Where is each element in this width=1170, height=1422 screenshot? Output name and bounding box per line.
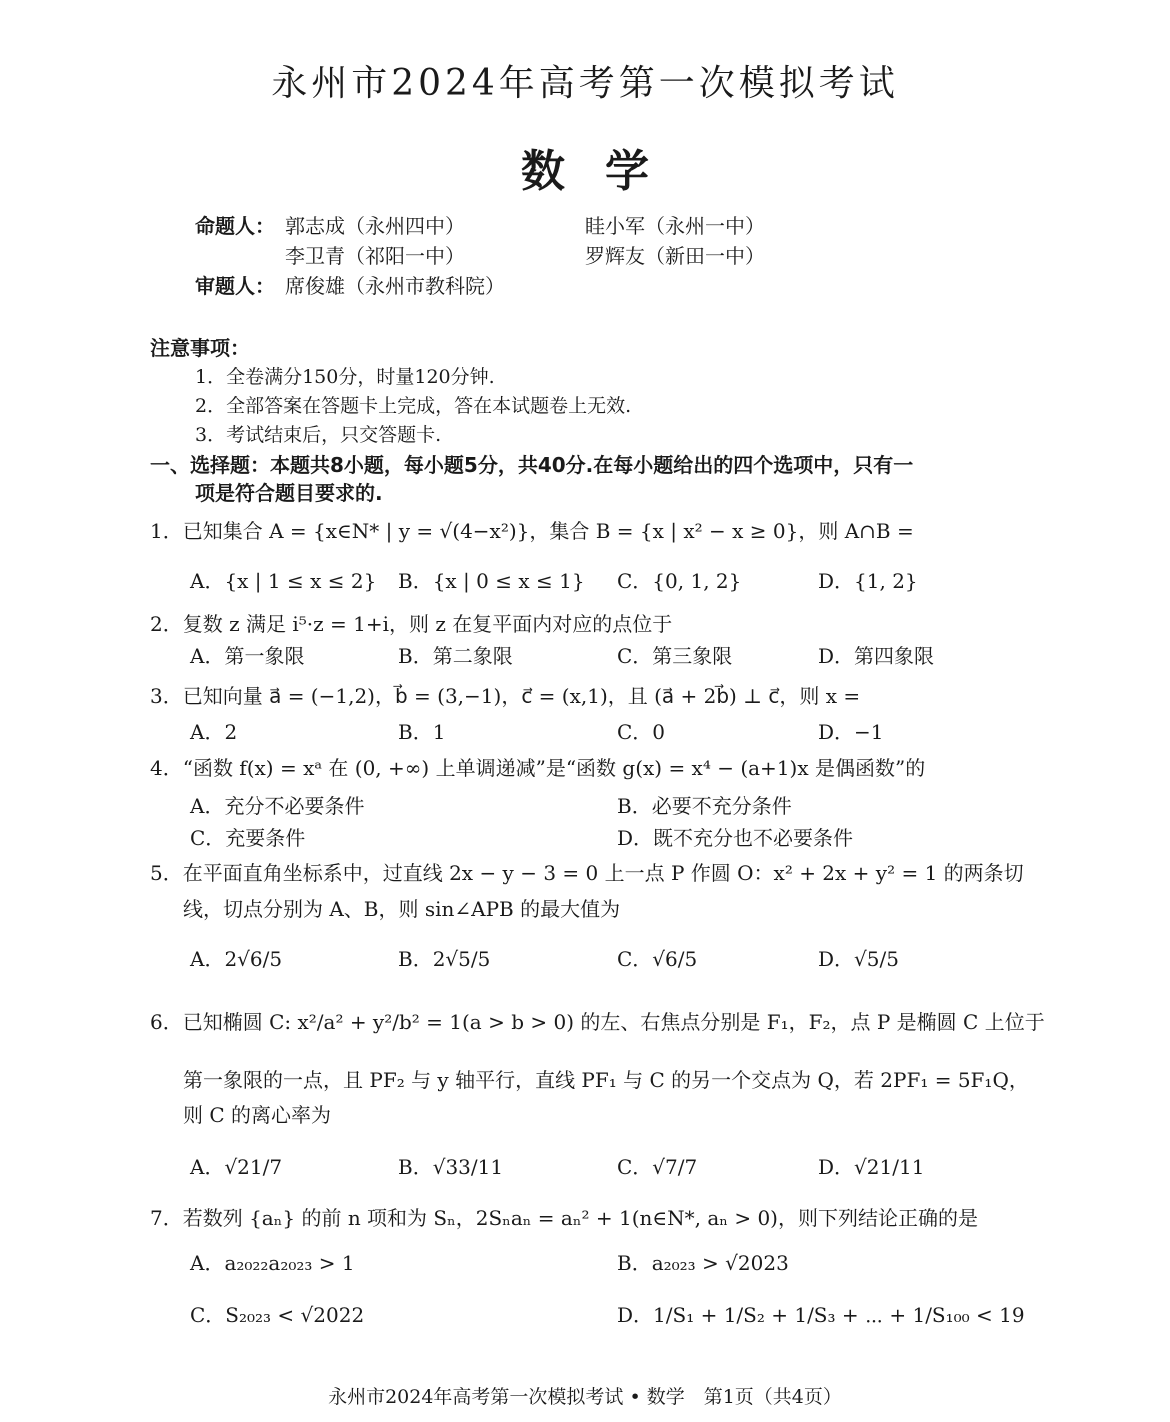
setter-3: 李卫青（祁阳一中）: [285, 244, 465, 268]
q2-option-b: B．第二象限: [398, 644, 513, 668]
subject-title: 数学: [521, 146, 689, 197]
question-3: 3．已知向量 a⃗ = (−1,2)，b⃗ = (3,−1)，c⃗ = (x,1)，且 (a⃗ + 2b⃗) ⊥ c⃗，则 x =: [150, 684, 861, 708]
q2-option-a: A．第一象限: [190, 644, 305, 668]
q1-option-a: A．{x | 1 ≤ x ≤ 2}: [190, 569, 377, 593]
q4-option-a: A．充分不必要条件: [190, 794, 365, 818]
q7-option-a: A．a₂₀₂₂a₂₀₂₃ > 1: [190, 1251, 355, 1275]
q5-option-b: B．2√5/5: [398, 947, 491, 971]
setter-label: 命题人：: [195, 214, 275, 238]
reviewer: 席俊雄（永州市教科院）: [285, 274, 505, 298]
setter-2: 眭小军（永州一中）: [585, 214, 765, 238]
setter-4: 罗辉友（新田一中）: [585, 244, 765, 268]
page-footer: 永州市2024年高考第一次模拟考试 • 数学 第1页（共4页）: [328, 1386, 842, 1408]
question-6: 6．已知椭圆 C: x²/a² + y²/b² = 1(a > b > 0) 的左、右焦点分别是 F₁，F₂，点 P 是椭圆 C 上位于: [150, 1010, 1045, 1034]
question-2: 2．复数 z 满足 i⁵·z = 1+i，则 z 在复平面内对应的点位于: [150, 612, 673, 636]
q5-option-c: C．√6/5: [617, 947, 698, 971]
q3-option-b: B．1: [398, 720, 446, 744]
q6-option-a: A．√21/7: [190, 1155, 283, 1179]
section-heading-cont: 项是符合题目要求的.: [195, 481, 383, 505]
question-1: 1．已知集合 A = {x∈N* | y = √(4−x²)}，集合 B = {x | x² − x ≥ 0}，则 A∩B =: [150, 519, 914, 543]
question-6-cont: 第一象限的一点，且 PF₂ 与 y 轴平行，直线 PF₁ 与 C 的另一个交点为 Q，若 2PF₁ = 5F₁Q，: [183, 1068, 1029, 1092]
notice-item: 3．考试结束后，只交答题卡.: [195, 424, 442, 446]
q4-option-d: D．既不充分也不必要条件: [617, 826, 854, 850]
question-5: 5．在平面直角坐标系中，过直线 2x − y − 3 = 0 上一点 P 作圆 O：x² + 2x + y² = 1 的两条切: [150, 861, 1024, 885]
q6-option-d: D．√21/11: [818, 1155, 925, 1179]
section-heading: 一、选择题：本题共8小题，每小题5分，共40分.在每小题给出的四个选项中，只有一: [150, 453, 914, 477]
q4-option-b: B．必要不充分条件: [617, 794, 792, 818]
question-4: 4．“函数 f(x) = xᵃ 在 (0, +∞) 上单调递减”是“函数 g(x) = x⁴ − (a+1)x 是偶函数”的: [150, 756, 926, 780]
q6-option-c: C．√7/7: [617, 1155, 698, 1179]
notice-heading: 注意事项：: [150, 336, 250, 360]
q2-option-d: D．第四象限: [818, 644, 935, 668]
question-7: 7．若数列 {aₙ} 的前 n 项和为 Sₙ，2Sₙaₙ = aₙ² + 1(n∈N*, aₙ > 0)，则下列结论正确的是: [150, 1206, 978, 1230]
q1-option-b: B．{x | 0 ≤ x ≤ 1}: [398, 569, 585, 593]
q3-option-c: C．0: [617, 720, 666, 744]
q4-option-c: C．充要条件: [190, 826, 306, 850]
q3-option-a: A．2: [190, 720, 238, 744]
q3-option-d: D．−1: [818, 720, 884, 744]
q6-option-b: B．√33/11: [398, 1155, 504, 1179]
setter-1: 郭志成（永州四中）: [285, 214, 465, 238]
notice-item: 2．全部答案在答题卡上完成，答在本试题卷上无效.: [195, 395, 632, 417]
question-6-cont2: 则 C 的离心率为: [183, 1103, 332, 1127]
q5-option-d: D．√5/5: [818, 947, 899, 971]
reviewer-label: 审题人：: [195, 274, 275, 298]
q5-option-a: A．2√6/5: [190, 947, 283, 971]
q1-option-d: D．{1, 2}: [818, 569, 918, 593]
q7-option-c: C．S₂₀₂₃ < √2022: [190, 1303, 365, 1327]
q1-option-c: C．{0, 1, 2}: [617, 569, 742, 593]
q2-option-c: C．第三象限: [617, 644, 733, 668]
exam-title: 永州市2024年高考第一次模拟考试: [271, 63, 899, 104]
notice-item: 1．全卷满分150分，时量120分钟.: [195, 366, 495, 388]
q7-option-b: B．a₂₀₂₃ > √2023: [617, 1251, 789, 1275]
question-5-cont: 线，切点分别为 A、B，则 sin∠APB 的最大值为: [183, 897, 621, 921]
q7-option-d: D．1/S₁ + 1/S₂ + 1/S₃ + ⋯ + 1/S₁₀₀ < 19: [617, 1303, 1025, 1327]
